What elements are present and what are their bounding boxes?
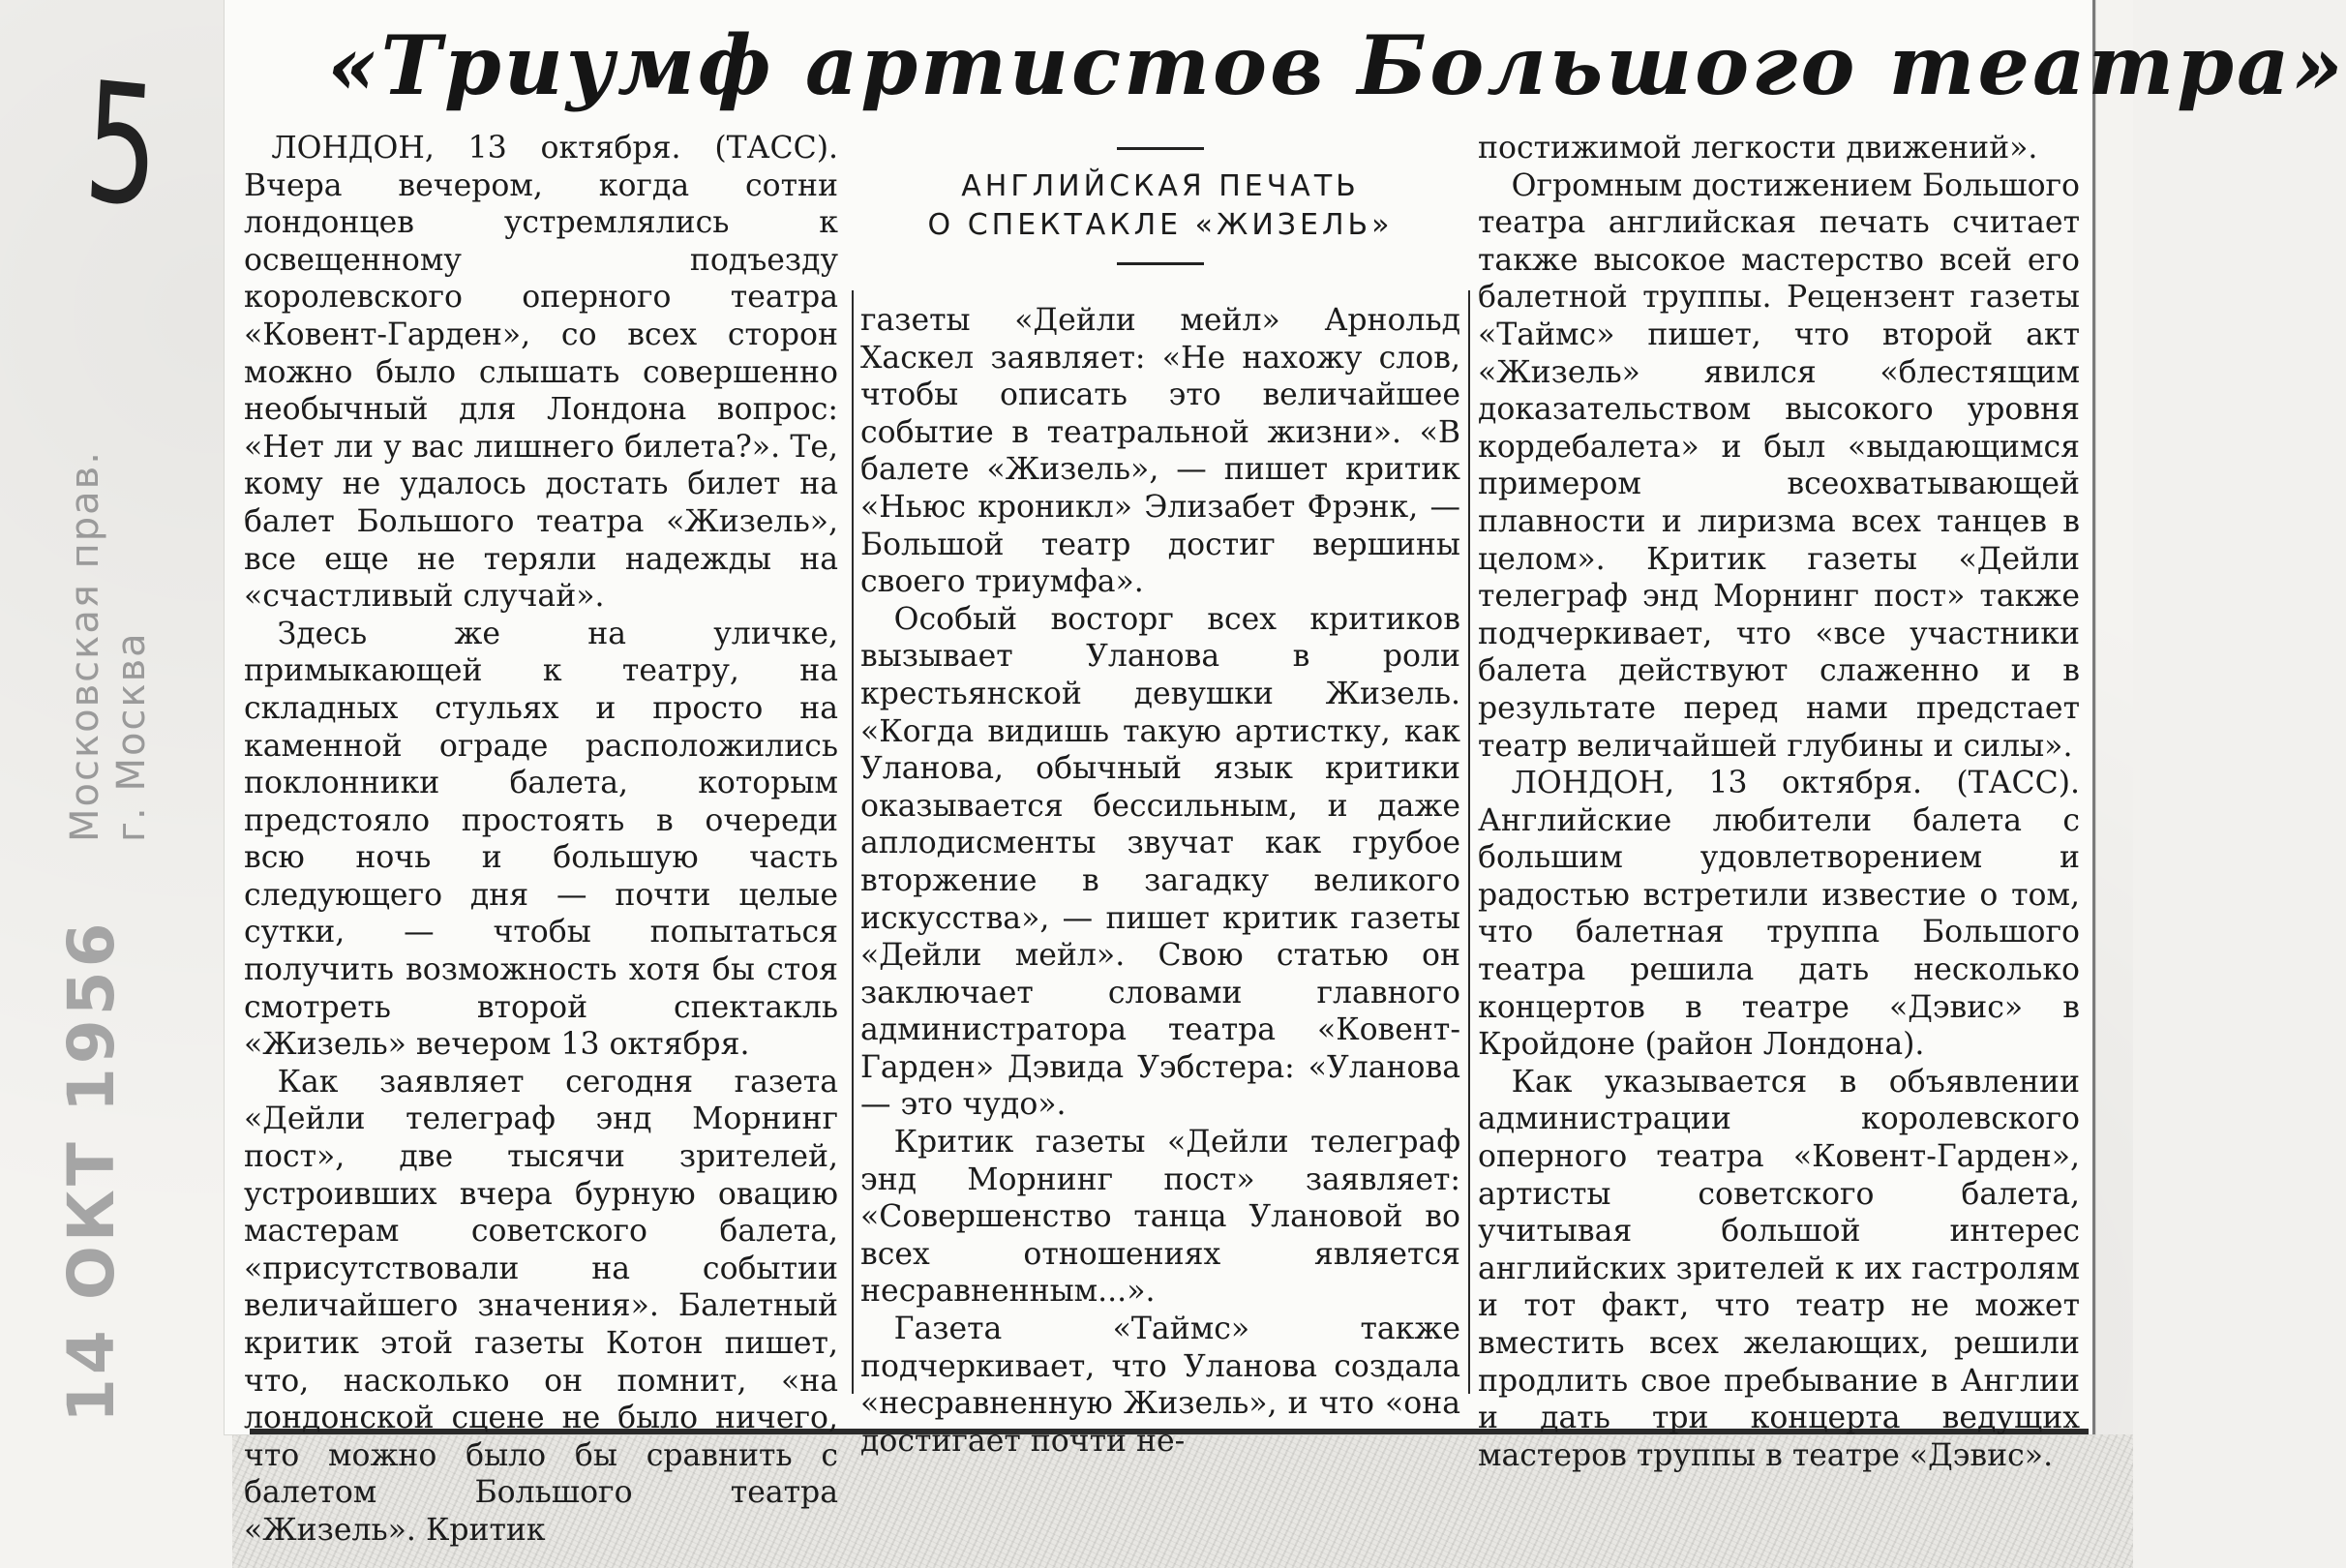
article-column-2 [860,130,1460,1460]
column1-paragraph-1: ЛОНДОН, 13 октября. (ТАСС). Вчера вечером, когда сотни лондонцев устремлялись к освещенному подъезду королевского оперного театра «Ковент-Гарден», со всех сторон можно было слышать совершенно необычный для Лондона вопрос: «Нет ли у вас лишнего билета?». Те, кому не удалось достать билет на балет Большого театра «Жизель», все еще не теряли надежды на «счастливый случай». [244,131,838,615]
column1-paragraph-2: Здесь же на уличке, примыкающей к театру, на складных стульях и просто на каменной ограде расположились поклонники балета, которым предстояло простоять в очереди всю ночь и большую часть следующего дня — почти целые сутки, — чтобы попытаться получить возможность хотя бы стоя смотреть второй спектакль «Жизель» вечером 13 октября. [244,616,838,1063]
column2-paragraph-1: газеты «Дейли мейл» Арнольд Хаскел заявляет: «Не нахожу слов, чтобы описать это величайшее событие в театральной жизни». «В балете «Жизель», — пишет критик «Ньюс кроникл» Элизабет Фрэнк, — Большой театр достиг вершины своего триумфа». [860,303,1460,600]
subhead-top-rule [1117,147,1204,150]
subhead-line-1: АНГЛИЙСКАЯ ПЕЧАТЬ [961,169,1360,203]
date-stamp: 14 ОКТ 1956 [54,919,129,1423]
stamp-org-line1: Московская прав. [63,450,107,842]
column1-paragraph-3: Как заявляет сегодня газета «Дейли телеграф энд Морнинг пост», две тысячи зрителей, устроивших вчера бурную овацию мастерам советского балета, «присутствовали на событии величайшего значения». Балетный критик этой газеты Котон пишет, что, насколько он помнит, «на лондонской сцене не было ничего, что можно было бы сравнить с балетом Большого театра «Жизель». Критик [244,1064,838,1548]
column3-paragraph-4: Как указывается в объявлении администрации королевского оперного театра «Ковент-Гарден», артисты советского балета, учитывая большой интерес английских зрителей к их гастролям и тот факт, что театр не может вместить всех желающих, решили продлить свое пребывание в Англии и дать три концерта ведущих мастеров труппы в театре «Дэвис». [1478,1064,2080,1473]
handwritten-page-number: 5 [80,46,164,246]
article-column-1 [244,130,838,1550]
column3-paragraph-3: ЛОНДОН, 13 октября. (ТАСС). Английские любители балета с большим удовлетворением и радостью встретили известие о том, что балетная труппа Большого театра решила дать несколько концертов в театре «Дэвис» в Кройдоне (район Лондона). [1478,766,2080,1063]
column2-paragraph-3: Критик газеты «Дейли телеграф энд Морнинг пост» заявляет: «Совершенство танца Улановой во всех отношениях является несравненным...». [860,1125,1460,1310]
subhead-line-2: О СПЕКТАКЛЕ «ЖИЗЕЛЬ» [927,208,1394,242]
stamp-org-line2: г. Москва [109,631,154,842]
publication-stamp [62,450,155,842]
column2-paragraph-2: Особый восторг всех критиков вызывает Уланова в роли крестьянской девушки Жизель. «Когда видишь такую артистку, как Уланова, обычный язык критики оказывается бессильным, и даже аплодисменты звучат как грубое вторжение в загадку великого искусства», — пишет критик газеты «Дейли мейл». Свою статью он заключает словами главного администратора театра «Ковент-Гарден» Дэвида Уэбстера: «Уланова — это чудо». [860,601,1460,1123]
column2-paragraph-4: Газета «Таймс» также подчеркивает, что Уланова создала «несравненную Жизель», и что «она достигает почти не- [860,1312,1460,1459]
column-rule-2 [1468,290,1470,1394]
section-subheading [860,147,1460,265]
column3-paragraph-1: постижимой легкости движений». [1478,131,2038,166]
article-headline: «Триумф артистов Большого театра» [327,17,2346,113]
subhead-bottom-rule [1117,262,1204,265]
article-column-3 [1478,130,2080,1474]
column-rule-1 [852,290,854,1394]
column3-paragraph-2: Огромным достижением Большого театра английская печать считает также высокое мастерство всей его балетной труппы. Рецензент газеты «Таймс» пишет, что второй акт «Жизель» явился «блестящим доказательством высокого уровня кордебалета» и был «выдающимся примером всеохватывающей плавности и лиризма всех танцев в целом». Критик газеты «Дейли телеграф энд Морнинг пост» также подчеркивает, что «все участники балета действуют слаженно и в результате перед нами предстает театр величайшей глубины и силы». [1478,167,2080,764]
